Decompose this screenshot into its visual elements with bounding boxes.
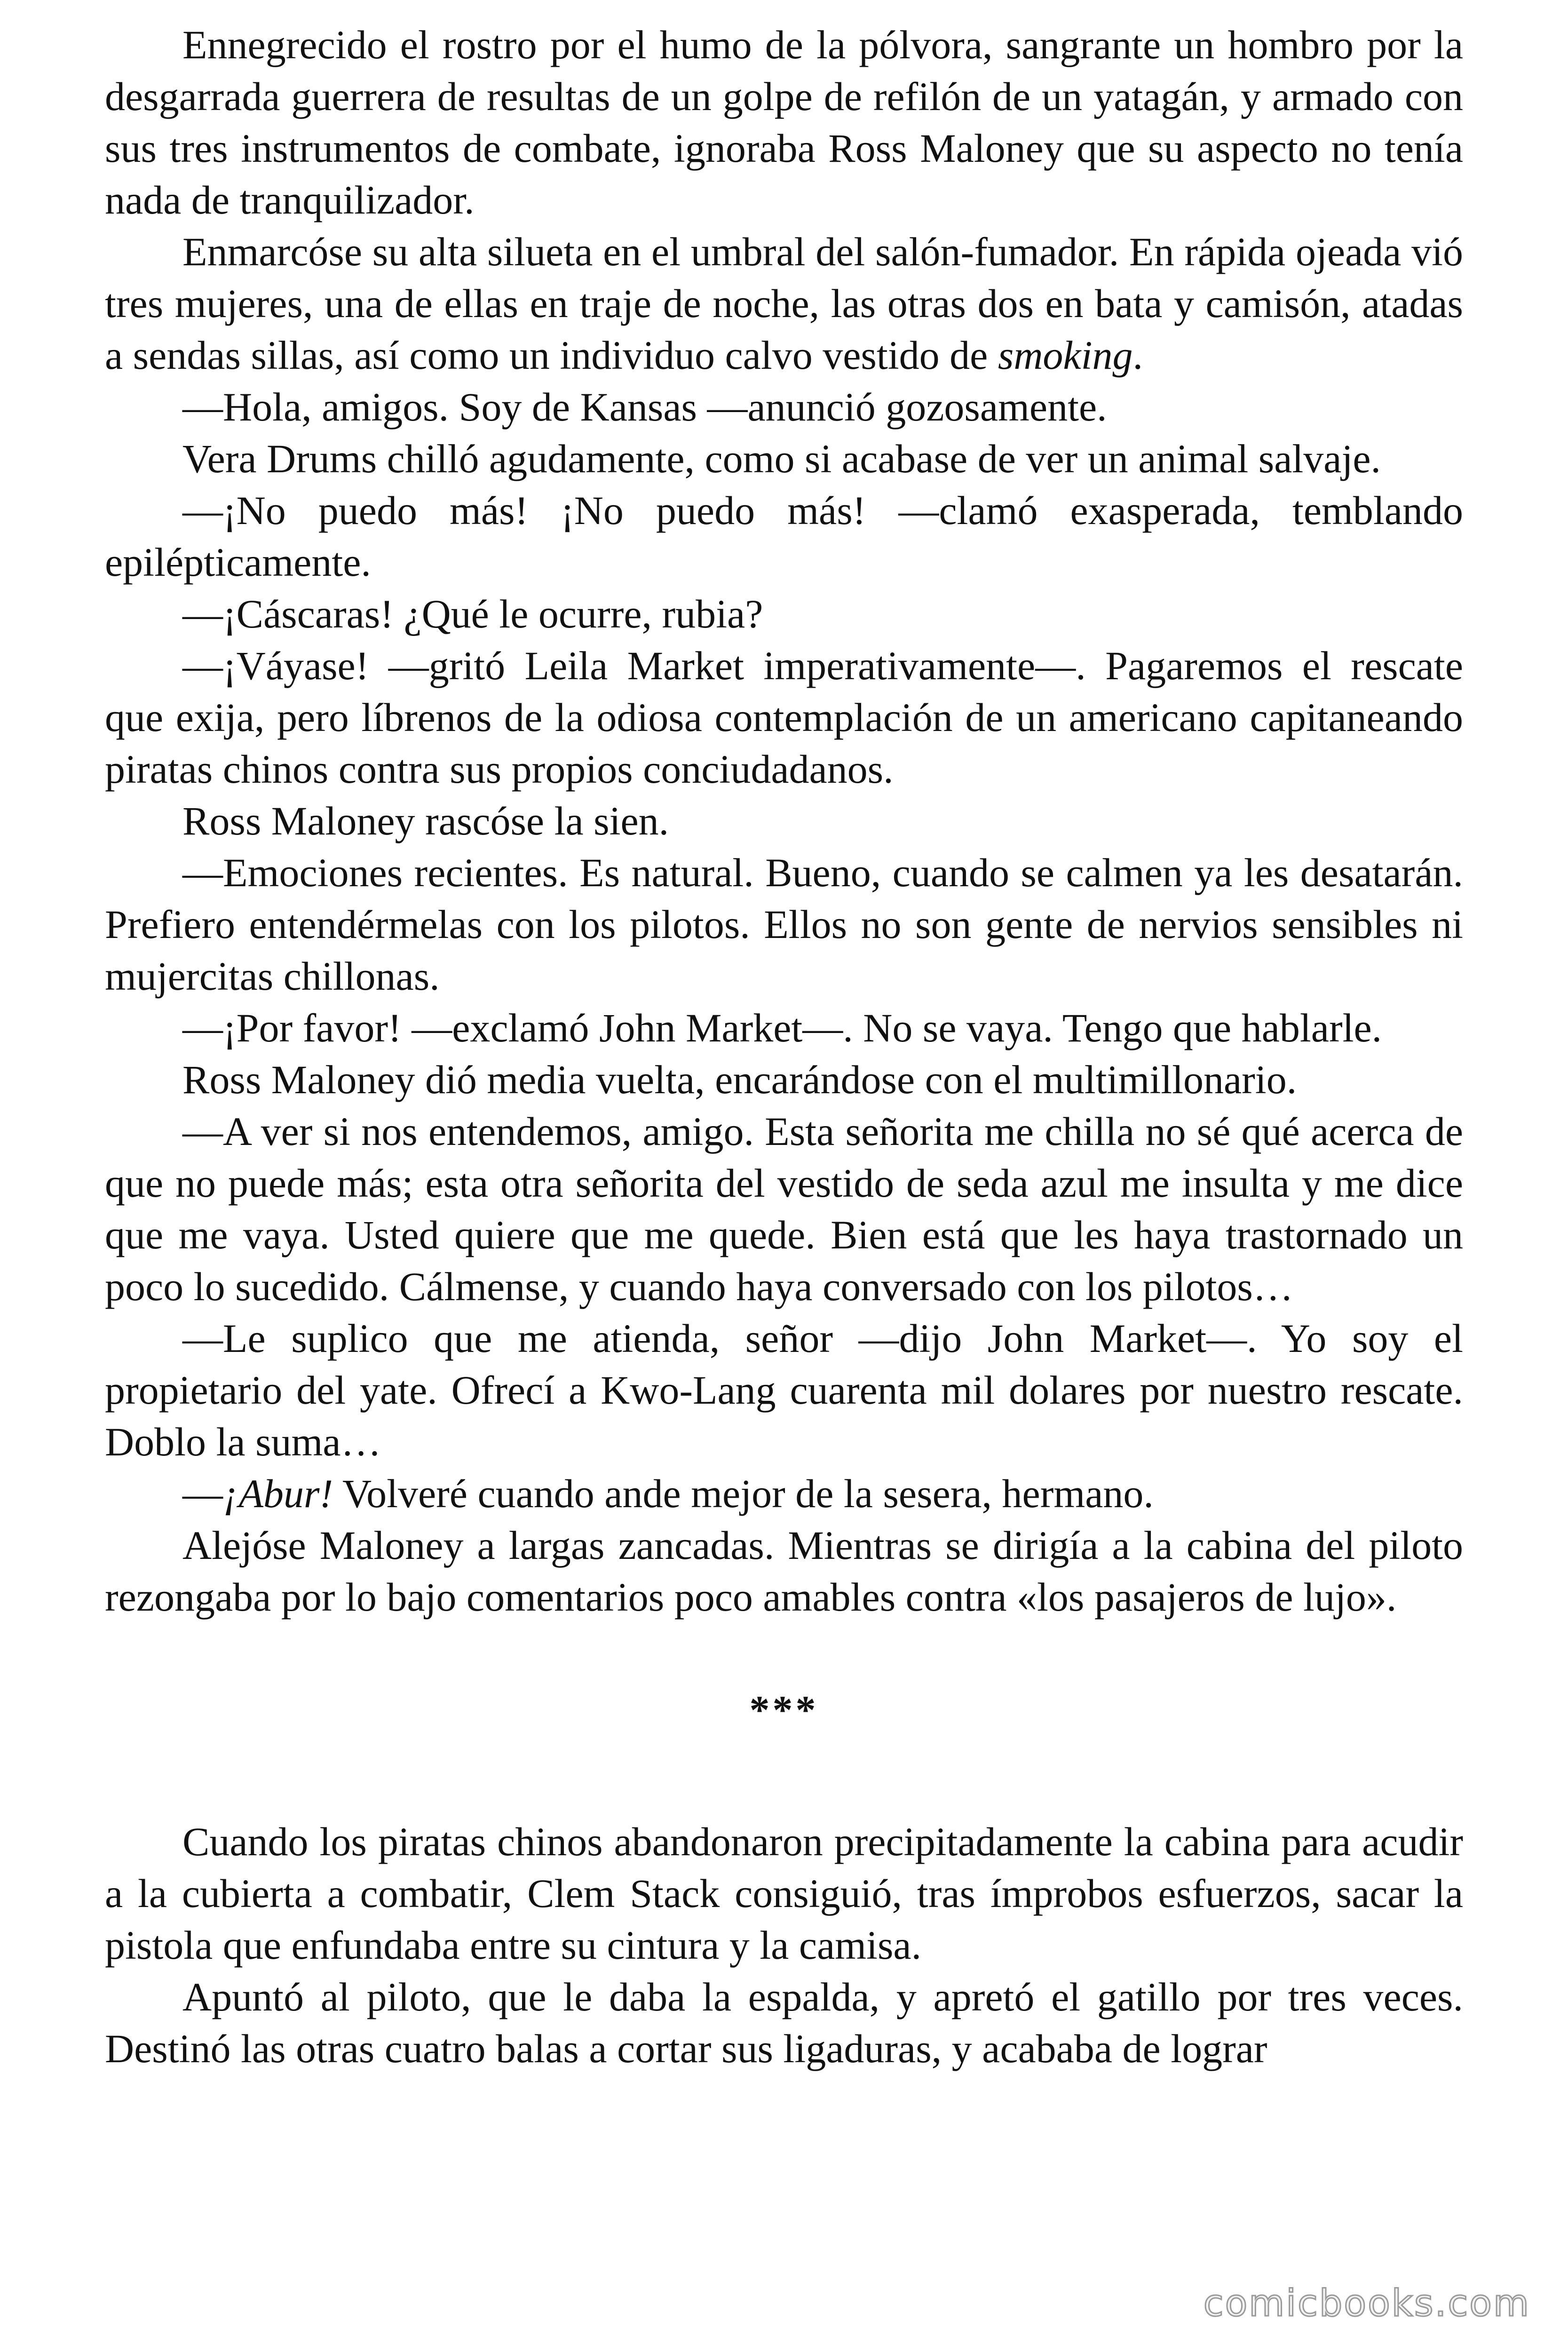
text-run: —A ver si nos entendemos, amigo. Esta señorita me chilla no sé qué acerca de que no puede más; esta otra señorita del vestido de seda azul me insulta y me dice que me vaya. Usted quiere que me quede. Bien está que les haya trastornado un poco lo sucedido. Cálmense, y cuando haya conversado con los pilotos… <box>105 1109 1463 1309</box>
watermark-logo: comicbooks.com <box>1203 2282 1530 2325</box>
paragraph <box>105 640 1463 795</box>
paragraph <box>105 1971 1463 2074</box>
paragraph <box>105 847 1463 1002</box>
text-run: Ross Maloney dió media vuelta, encarándose con el multimillonario. <box>182 1057 1297 1102</box>
text-run: — <box>182 1471 223 1516</box>
paragraph <box>105 1312 1463 1468</box>
paragraph <box>105 795 1463 847</box>
paragraph <box>105 1105 1463 1312</box>
text-run: Apuntó al piloto, que le daba la espalda, y apretó el gatillo por tres veces. Destinó las otras cuatro balas a cortar sus ligaduras, y acababa de lograr <box>105 1974 1463 2071</box>
text-run: Volveré cuando ande mejor de la sesera, hermano. <box>333 1471 1154 1516</box>
paragraph <box>105 1468 1463 1519</box>
italic-text: ¡Abur! <box>223 1471 333 1516</box>
text-run: Enmarcóse su alta silueta en el umbral del salón-fumador. En rápida ojeada vió tres mujeres, una de ellas en traje de noche, las otras dos en bata y camisón, atadas a sendas sillas, así como un individuo calvo vestido de <box>105 229 1463 378</box>
text-run: Ennegrecido el rostro por el humo de la pólvora, sangrante un hombro por la desgarrada guerrera de resultas de un golpe de refilón de un yatagán, y armado con sus tres instrumentos de combate, ignoraba Ross Maloney que su aspecto no tenía nada de tranquilizador. <box>105 22 1463 222</box>
text-run: —Le suplico que me atienda, señor —dijo John Market—. Yo soy el propietario del yate. Ofrecí a Kwo-Lang cuarenta mil dolares por nuestro rescate. Doblo la suma… <box>105 1316 1463 1464</box>
paragraph <box>105 1002 1463 1054</box>
paragraph <box>105 588 1463 640</box>
section-after-break <box>105 1816 1463 2074</box>
text-run: —¡Por favor! —exclamó John Market—. No se vaya. Tengo que hablarle. <box>182 1005 1382 1050</box>
text-run: Cuando los piratas chinos abandonaron precipitadamente la cabina para acudir a la cubierta a combatir, Clem Stack consiguió, tras ímprobos esfuerzos, sacar la pistola que enfundaba entre su cintura y la camisa. <box>105 1819 1463 1968</box>
text-run: Ross Maloney rascóse la sien. <box>182 798 669 843</box>
text-run: —¡Váyase! —gritó Leila Market imperativamente—. Pagaremos el rescate que exija, pero líbrenos de la odiosa contemplación de un americano capitaneando piratas chinos contra sus propios conciudadanos. <box>105 643 1463 792</box>
paragraph <box>105 226 1463 381</box>
body-text <box>105 19 1463 2074</box>
paragraph <box>105 1054 1463 1105</box>
paragraph <box>105 1519 1463 1623</box>
paragraph <box>105 381 1463 433</box>
paragraph <box>105 19 1463 226</box>
paragraph <box>105 1816 1463 1971</box>
text-run: Vera Drums chilló agudamente, como si acabase de ver un animal salvaje. <box>182 436 1381 481</box>
paragraph <box>105 433 1463 485</box>
italic-text: smoking <box>998 333 1133 378</box>
section-before-break <box>105 19 1463 1623</box>
paragraph <box>105 485 1463 588</box>
text-run: —¡Cáscaras! ¿Qué le ocurre, rubia? <box>182 591 763 636</box>
scene-break: *** <box>749 1687 819 1732</box>
text-run: —Emociones recientes. Es natural. Bueno, cuando se calmen ya les desatarán. Prefiero entendérmelas con los pilotos. Ellos no son gente de nervios sensibles ni mujercitas chillonas. <box>105 850 1463 999</box>
text-run: —¡No puedo más! ¡No puedo más! —clamó exasperada, temblando epilépticamente. <box>105 488 1463 585</box>
text-run: . <box>1132 333 1143 378</box>
text-run: Alejóse Maloney a largas zancadas. Mientras se dirigía a la cabina del piloto rezongaba por lo bajo comentarios poco amables contra «los pasajeros de lujo». <box>105 1523 1463 1620</box>
text-run: —Hola, amigos. Soy de Kansas —anunció gozosamente. <box>182 384 1107 429</box>
